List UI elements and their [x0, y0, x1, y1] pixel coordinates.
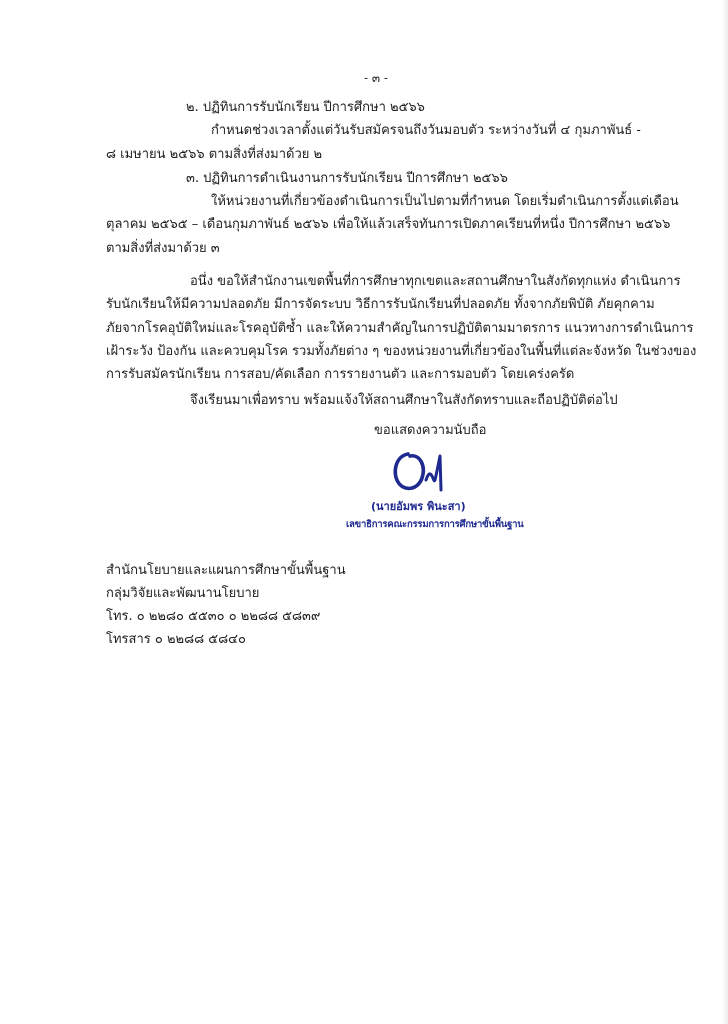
section-3-line-3: ตามสิ่งที่ส่งมาด้วย ๓: [106, 241, 220, 256]
footer-phone: โทร. ๐ ๒๒๘๐ ๕๕๓๐ ๐ ๒๒๘๘ ๕๘๓๙: [106, 609, 321, 624]
section-3-line-1: ให้หน่วยงานที่เกี่ยวข้องดำเนินการเป็นไปตามที่กำหนด โดยเริ่มดำเนินการตั้งแต่เดือน: [211, 194, 679, 209]
paragraph-line-3: ภัยจากโรคอุบัติใหม่และโรคอุบัติซ้ำ และให้ความสำคัญในการปฏิบัติตามมาตรการ แนวทางการดำเนินการ: [106, 321, 694, 336]
closing-request: จึงเรียนมาเพื่อทราบ พร้อมแจ้งให้สถานศึกษาในสังกัดทราบและถือปฏิบัติต่อไป: [190, 393, 618, 408]
paragraph-line-5: การรับสมัครนักเรียน การสอบ/คัดเลือก การรายงานตัว และการมอบตัว โดยเคร่งครัด: [106, 367, 575, 382]
section-3-heading: ๓. ปฏิทินการดำเนินงานการรับนักเรียน ปีการศึกษา ๒๕๖๖: [186, 171, 508, 186]
paragraph-line-2: รับนักเรียนให้มีความปลอดภัย มีการจัดระบบ วิธีการรับนักเรียนที่ปลอดภัย ทั้งจากภัยพิบัติ ภัยคุกคาม: [106, 297, 655, 312]
section-2-line-2: ๘ เมษายน ๒๕๖๖ ตามสิ่งที่ส่งมาด้วย ๒: [106, 147, 323, 162]
closing-salutation: ขอแสดงความนับถือ: [374, 423, 487, 438]
paragraph-line-4: เฝ้าระวัง ป้องกัน และควบคุมโรค รวมทั้งภัยต่าง ๆ ของหน่วยงานที่เกี่ยวข้องในพื้นที่แต่ละจังหวัด ในช่วงของ: [106, 344, 697, 359]
footer-office: สำนักนโยบายและแผนการศึกษาขั้นพื้นฐาน: [106, 563, 346, 578]
signatory-title: เลขาธิการคณะกรรมการการศึกษาขั้นพื้นฐาน: [346, 519, 524, 530]
signatory-name: (นายอัมพร พินะสา): [371, 500, 466, 513]
footer-group: กลุ่มวิจัยและพัฒนานโยบาย: [106, 586, 260, 601]
signature-graphic: [388, 446, 460, 496]
section-2-heading: ๒. ปฏิทินการรับนักเรียน ปีการศึกษา ๒๕๖๖: [186, 100, 425, 115]
page-number: - ๓ -: [364, 71, 388, 85]
paragraph-line-1: อนึ่ง ขอให้สำนักงานเขตพื้นที่การศึกษาทุกเขตและสถานศึกษาในสังกัดทุกแห่ง ดำเนินการ: [190, 274, 681, 289]
section-2-line-1: กำหนดช่วงเวลาตั้งแต่วันรับสมัครจนถึงวันมอบตัว ระหว่างวันที่ ๔ กุมภาพันธ์ -: [211, 123, 641, 138]
section-3-line-2: ตุลาคม ๒๕๖๕ – เดือนกุมภาพันธ์ ๒๕๖๖ เพื่อให้แล้วเสร็จทันการเปิดภาคเรียนที่หนึ่ง ปีการศึกษา ๒๕๖๖: [106, 217, 671, 232]
footer-fax: โทรสาร ๐ ๒๒๘๘ ๕๘๔๐: [106, 632, 246, 647]
page-edge-shadow: [722, 0, 728, 1024]
